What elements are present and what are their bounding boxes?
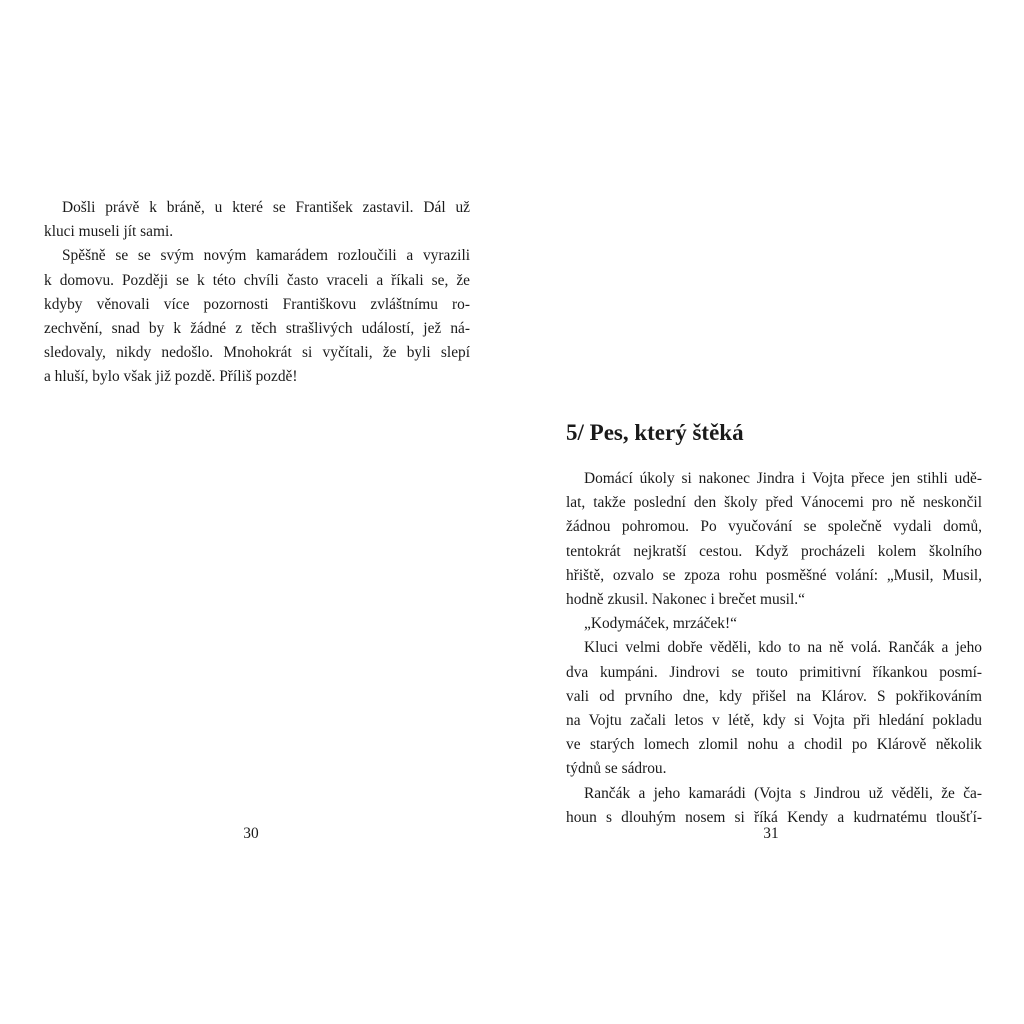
text-line: ve starých lomech zlomil nohu a chodil po Klárově několik — [566, 736, 982, 754]
left-page — [44, 0, 470, 1024]
text-line: Rančák a jeho kamarádi (Vojta s Jindrou už věděli, že ča- — [584, 784, 982, 802]
text-line: žádnou pohromou. Po vyučování se společně vydali domů, — [566, 518, 982, 536]
right-page — [566, 0, 982, 1024]
text-line: Došli právě k bráně, u které se František zastavil. Dál už — [62, 199, 470, 216]
text-line: Spěšně se se svým novým kamarádem rozloučili a vyrazili — [62, 247, 470, 265]
page-number-left: 30 — [243, 825, 259, 842]
text-line: tentokrát nejkratší cestou. Když procházeli kolem školního — [566, 542, 982, 560]
text-line: „Kodymáček, mrzáček!“ — [584, 615, 737, 633]
left-page-text — [44, 196, 470, 390]
text-line: lat, takže poslední den školy před Vánocemi pro ně neskončil — [566, 494, 982, 512]
text-line: hodně zkusil. Nakonec i brečet musil.“ — [566, 591, 805, 609]
text-line: k domovu. Později se k této chvíli často vraceli a říkali se, že — [44, 271, 470, 289]
text-line: a hluší, bylo však již pozdě. Příliš pozdě! — [44, 368, 298, 386]
text-line: sledovaly, nikdy nedošlo. Mnohokrát si vyčítali, že byli slepí — [44, 344, 470, 362]
text-line: týdnů se sádrou. — [566, 760, 667, 778]
text-line: dva kumpáni. Jindrovi se touto primitivní říkankou posmí- — [566, 663, 982, 681]
text-line: na Vojtu začali letos v létě, kdy si Vojta při hledání pokladu — [566, 712, 982, 730]
text-line: kdyby věnovali více pozornosti Františkovu zvláštnímu ro- — [44, 295, 470, 313]
text-line: houn s dlouhým nosem si říká Kendy a kudrnatému tloušťí- — [566, 808, 982, 826]
text-line: vali od prvního dne, kdy přišel na Klárov. S pokřikováním — [566, 687, 982, 705]
right-page-text — [566, 467, 982, 830]
text-line: Kluci velmi dobře věděli, kdo to na ně volá. Rančák a jeho — [584, 639, 982, 657]
text-line: hřiště, ozvalo se zpoza rohu posměšné volání: „Musil, Musil, — [566, 566, 982, 584]
page-number-right: 31 — [763, 825, 779, 842]
chapter-heading: 5/ Pes, který štěká — [566, 420, 744, 445]
text-line: Domácí úkoly si nakonec Jindra i Vojta přece jen stihli udě- — [584, 470, 982, 487]
text-line: zechvění, snad by k žádné z těch strašlivých událostí, jež ná- — [44, 320, 470, 338]
text-line: kluci museli jít sami. — [44, 223, 174, 241]
